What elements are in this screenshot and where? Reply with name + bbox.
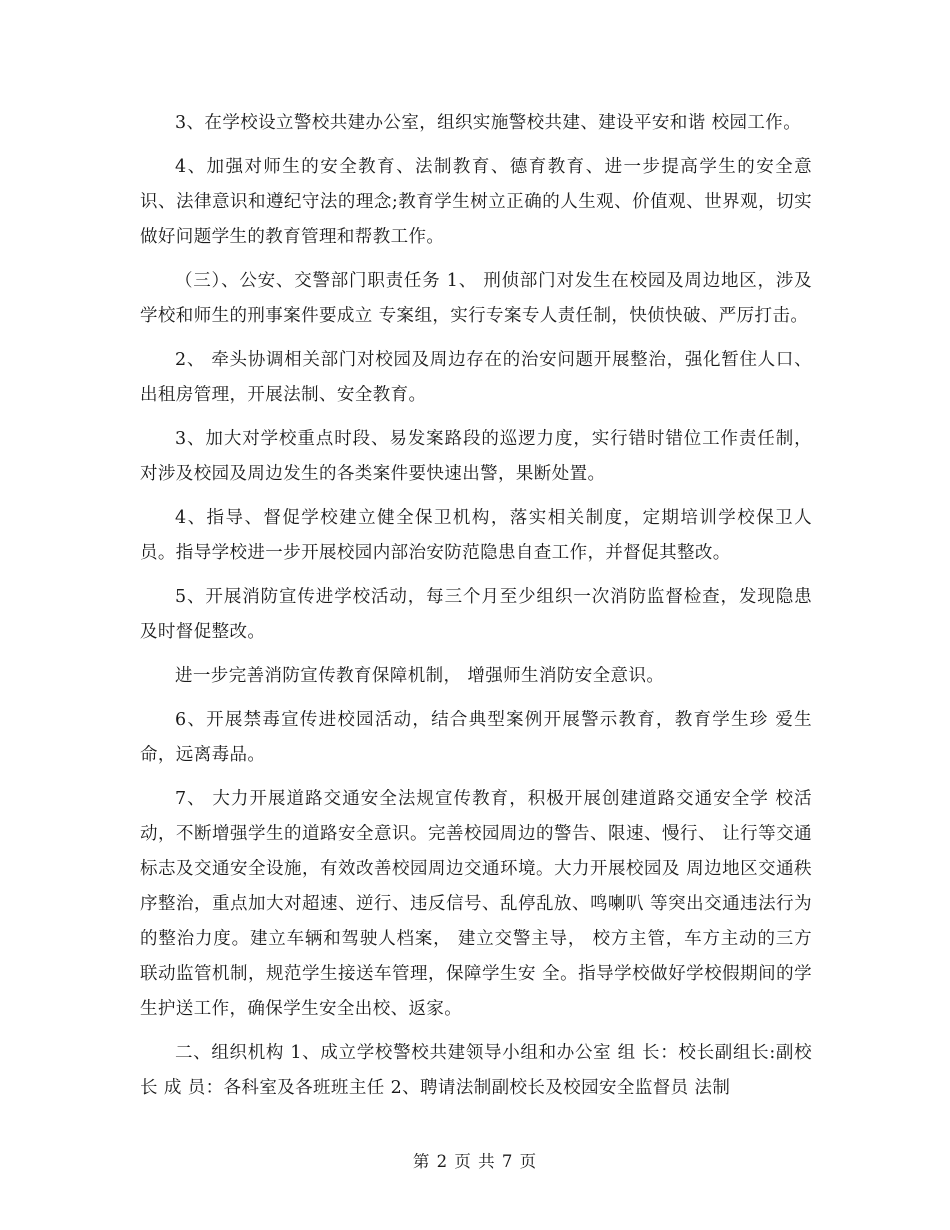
paragraph-7: 5、开展消防宣传进学校活动，每三个月至少组织一次消防监督检查，发现隐患及时督促整改。 [140,587,812,642]
document-body [140,106,812,1115]
paragraph-3: （三）、公安、交警部门职责任务 1、 刑侦部门对发生在校园及周边地区，涉及学校和师生的刑事案件要成立 专案组，实行专案专人责任制，快侦快破、严厉打击。 [140,271,812,326]
paragraph-9: 6、开展禁毒宣传进校园活动，结合典型案例开展警示教育，教育学生珍 爱生命，远离毒品。 [140,710,812,765]
page-number-footer: 第 2 页 共 7 页 [412,1152,538,1171]
paragraph-4: 2、 牵头协调相关部门对校园及周边存在的治安问题开展整治，强化暂住人口、出租房管理，开展法制、安全教育。 [140,350,812,405]
paragraph-5: 3、加大对学校重点时段、易发案路段的巡逻力度，实行错时错位工作责任制，对涉及校园及周边发生的各类案件要快速出警，果断处置。 [140,429,812,484]
paragraph-1: 3、在学校设立警校共建办公室，组织实施警校共建、建设平安和谐 校园工作。 [175,113,802,133]
paragraph-11: 二、组织机构 1、成立学校警校共建领导小组和办公室 组 长：校长副组长:副校长 成 员：各科室及各班班主任 2、聘请法制副校长及校园安全监督员 法制 [140,1043,812,1098]
paragraph-2: 4、加强对师生的安全教育、法制教育、德育教育、进一步提高学生的安全意识、法律意识和遵纪守法的理念;教育学生树立正确的人生观、价值观、世界观，切实做好问题学生的教育管理和帮教工作。 [140,157,812,247]
paragraph-6: 4、指导、督促学校建立健全保卫机构，落实相关制度，定期培训学校保卫人员。指导学校进一步开展校园内部治安防范隐患自查工作，并督促其整改。 [140,508,812,563]
paragraph-8: 进一步完善消防宣传教育保障机制， 增强师生消防安全意识。 [175,666,665,686]
paragraph-10: 7、 大力开展道路交通安全法规宣传教育，积极开展创建道路交通安全学 校活动，不断增强学生的道路安全意识。完善校园周边的警告、限速、慢行、 让行等交通标志及交通安全设施，有效改善校园周边交通环境。大力开展校园及 周边地区交通秩序整治，重点加大对超速、逆行、违反信号、乱停乱放、鸣喇叭 等突出交通违法行为的整治力度。建立车辆和驾驶人档案， 建立交警主导， 校方主管，车方主动的三方联动监管机制，规范学生接送车管理，保障学生安 全。指导学校做好学校假期间的学生护送工作，确保学生安全出校、返家。 [140,789,812,1019]
